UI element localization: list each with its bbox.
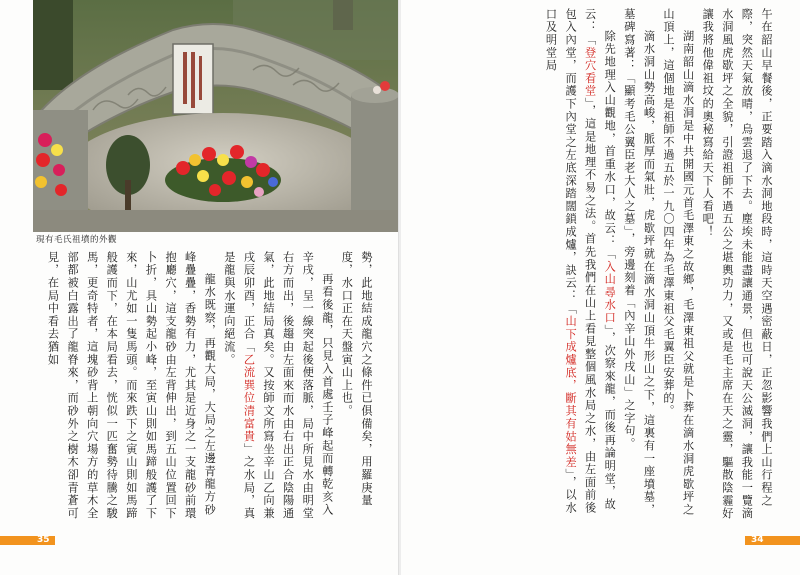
paragraph: 勢，此地結成龍穴之條件已俱備矣，用羅庚量度，水口正在天盤寅山上也。 xyxy=(340,251,373,507)
right-page xyxy=(401,0,800,575)
text-run: 再看後龍，只見入首處壬子峰起而轉乾亥入辛戌，呈一線突起後便落脈，局中所見水由明堂右方而出，後趨由左面來而水由右出正合陰陽通氣，此地結局真矣。又按師文所寫坐辛山乙向兼戌辰卯酉，正合「 xyxy=(242,251,334,520)
text-run: 」，次察來龍，而後再論明堂，故云：「 xyxy=(583,8,617,512)
text-run: 」，這是地理不易之法。首先我們在山上看見整個風水局之水，由左面前後包入內堂，而護下內堂之左底深踏闊鎖成爐，訣云：「 xyxy=(564,8,597,515)
text-run: 除先地理入山觀地，首重水口，故云：「 xyxy=(603,30,617,261)
tomb-illustration xyxy=(33,0,399,232)
paragraph: 龍水既察，再觀大局，大局之左邊青龍方砂峰疊疊，香勢有力，尤其是近身之一支龍砂前環抱廳穴，這支龍砂由左背伸出，到五山位置回下卜折，具山勢起小峰，至寅山則如馬蹄般護了下來，山尤如一隻馬頭。而來跌下之寅山則如馬蹄般護而下，在本局看去，恍似一匹奮勢待騰之駿馬，更奇特者，這塊砂背上朝向穴場方的草木全部都被白露出了龍脊來，而砂外之樹木卻青蒼可見，在局中看去猶如 xyxy=(46,251,217,520)
page-number: 34 xyxy=(751,535,764,545)
left-page xyxy=(0,0,399,575)
red-quote: 登穴看堂 xyxy=(583,46,597,98)
red-quote: 山下成爐底，斷其有姑無差 xyxy=(564,315,578,469)
paragraph: 午在韶山早餐後，正要踏入滴水洞地段時，這時天空遇密蔽日，正忽影響我們上山行程之際，突然天氣放晴，烏雲退了下去。塵埃未能盡讓通景，但也可說天公滅洞，讓我能一覽滴水洞風虎歇坪之全貌，引證祖師不過五公之堪輿功力，又或是毛主席在天之靈，驅散陰霾好讓我將他偉祖坟的奧秘寫給天下人看吧！ xyxy=(701,8,773,520)
text-run: 」之水局，真是龍與水運向絕流。 xyxy=(222,251,256,520)
photo-caption: 現有毛氏祖墳的外觀 xyxy=(36,235,118,245)
right-page-body xyxy=(437,8,776,526)
paragraph: 湖南韶山滴水洞是中共開國元首毛澤東之故鄉，毛澤東祖父就是卜葬在滴水洞虎歇坪之山頂上，這個地是祖師不過五於一九〇四年為毛澤東祖父毛翼臣安葬的。 xyxy=(662,8,695,517)
left-page-body xyxy=(40,251,376,529)
paragraph xyxy=(541,8,619,526)
paragraph: 滴水洞山勢高峻，脈厚而氣壯，虎歇坪就在滴水洞山頂牛形山之下，這裏有一座墳墓，墓碑寫著：「顯考毛公翼臣老大人之墓」，旁邊刻着「內辛山外戌山」之字句。 xyxy=(622,8,656,517)
red-quote: 乙流巽位清富貴 xyxy=(242,353,256,444)
paragraph xyxy=(219,251,337,529)
red-quote: 入山尋水口 xyxy=(603,260,617,325)
tomb-photo xyxy=(33,0,399,232)
text-run: 」，以水口及明堂局 xyxy=(544,8,578,515)
page-number: 35 xyxy=(37,535,50,545)
